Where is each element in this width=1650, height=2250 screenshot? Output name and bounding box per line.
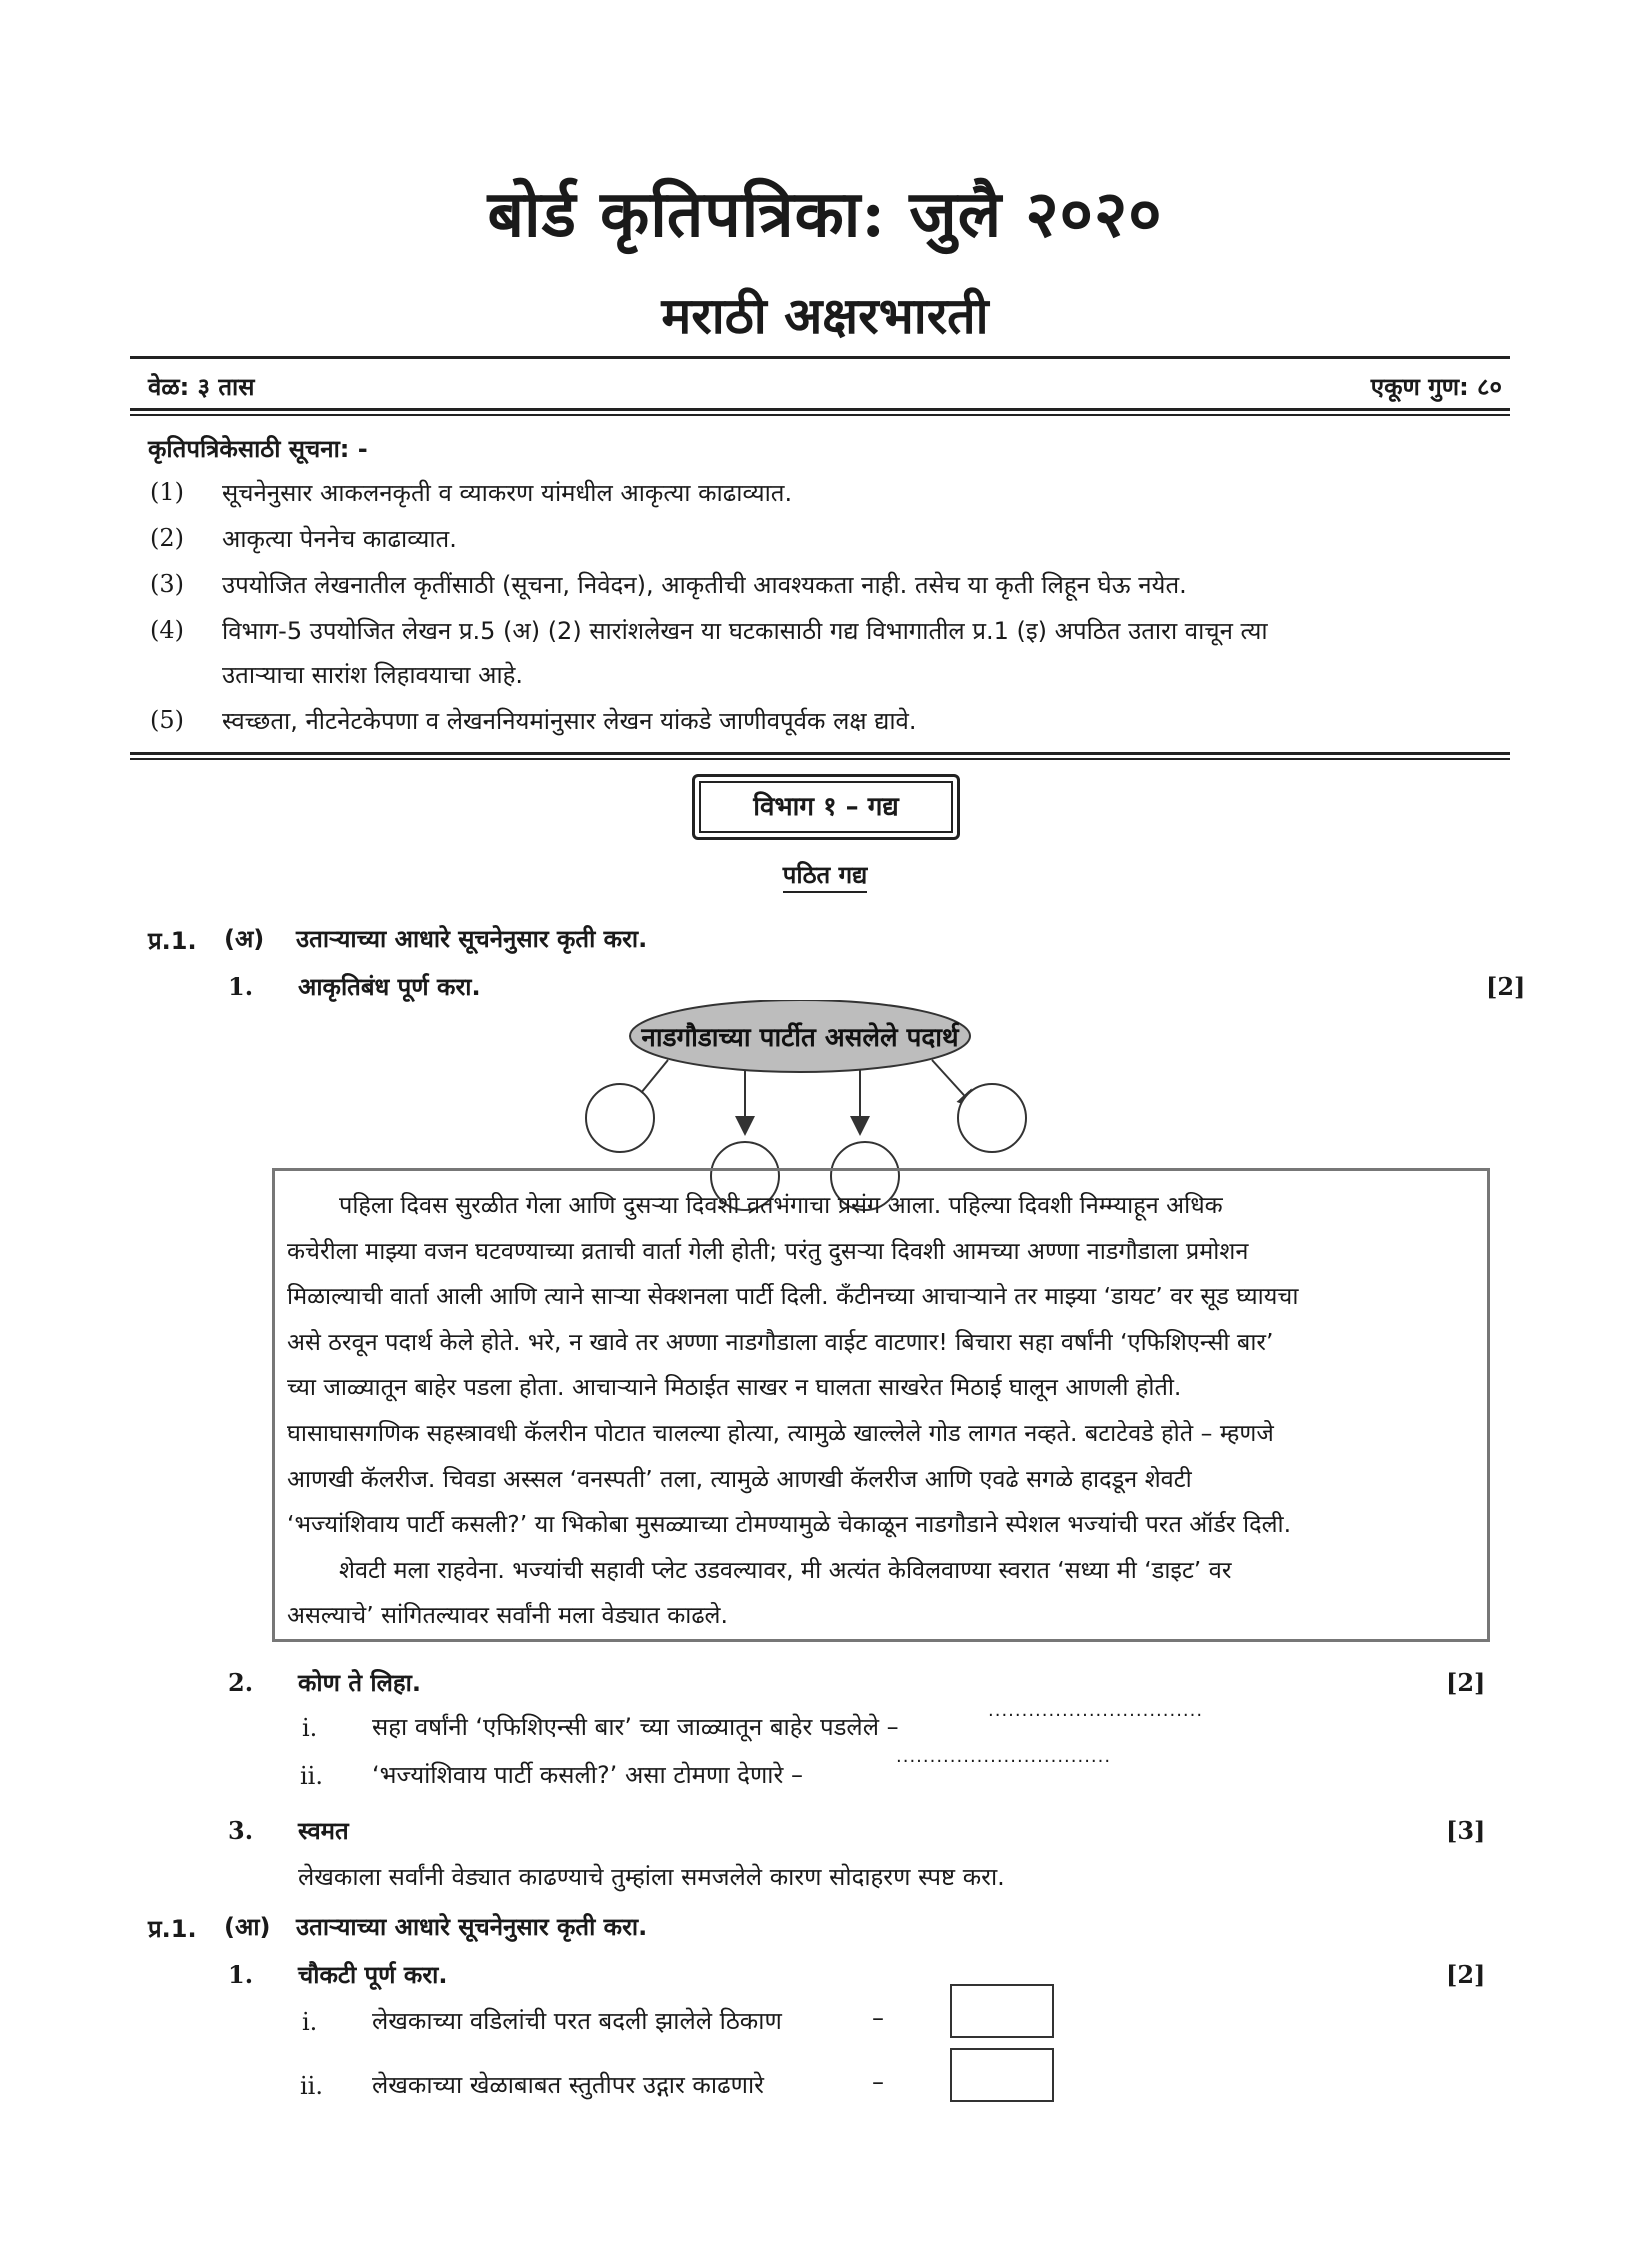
passage-line: मिळाल्याची वार्ता आली आणि त्याने साऱ्या सेक्शनला पार्टी दिली. कँटीनच्या आचाऱ्याने तर माझ्या ‘डायट’ वर सूड घ्यायचा	[287, 1282, 1299, 1311]
instructions-rule	[130, 752, 1510, 755]
item-number: ii.	[300, 2072, 323, 2100]
item-text: लेखकाच्या वडिलांची परत बदली झालेले ठिकाण	[372, 2007, 782, 2035]
item-number: i.	[302, 2008, 318, 2036]
total-marks-label: एकूण गुण: ८०	[1370, 373, 1502, 401]
instruction-num: (4)	[150, 616, 184, 644]
passage-line: घासाघासगणिक सहस्त्रावधी कॅलरीन पोटात चालल्या होत्या, त्यामुळे खाल्लेले गोड लागत नव्हते. बटाटेवडे होते – म्हणजे	[287, 1418, 1274, 1447]
instruction-text: विभाग-5 उपयोजित लेखन प्र.5 (अ) (2) सारांशलेखन या घटकासाठी गद्य विभागातील प्र.1 (इ) अपठित उतारा वाचून त्या	[222, 617, 1268, 645]
diagram-answer-circle	[586, 1084, 654, 1152]
item-number: ii.	[300, 1762, 323, 1790]
question-label: प्र.1.	[148, 927, 197, 955]
section-subheading: पठित गद्य	[0, 858, 1650, 891]
marks-label: [2]	[1486, 972, 1526, 1001]
subquestion-text: चौकटी पूर्ण करा.	[298, 1961, 448, 1989]
question-label: प्र.1.	[148, 1915, 197, 1943]
instruction-num: (2)	[150, 524, 184, 552]
passage-line: पहिला दिवस सुरळीत गेला आणि दुसऱ्या दिवशी व्रतभंगाचा प्रसंग आला. पहिल्या दिवशी निम्म्याहून अधिक	[339, 1191, 1223, 1219]
item-dash: –	[872, 2004, 884, 2032]
question-instruction: उताऱ्याच्या आधारे सूचनेनुसार कृती करा.	[296, 925, 648, 953]
instruction-text-continued: उताऱ्याचा सारांश लिहावयाचा आहे.	[222, 661, 524, 689]
item-text: लेखकाच्या खेळाबाबत स्तुतीपर उद्गार काढणारे	[372, 2071, 764, 2099]
question-part: (आ)	[224, 1913, 271, 1941]
instruction-text: स्वच्छता, नीटनेटकेपणा व लेखननियमांनुसार लेखन यांकडे जाणीवपूर्वक लक्ष द्यावे.	[222, 707, 917, 735]
instruction-text: उपयोजित लेखनातील कृतींसाठी (सूचना, निवेदन), आकृतीची आवश्यकता नाही. तसेच या कृती लिहून घेऊ नयेत.	[222, 571, 1187, 599]
subquestion-text: स्वमत	[298, 1817, 349, 1845]
answer-box[interactable]	[950, 1984, 1054, 2038]
answer-blank[interactable]: ................................	[988, 1700, 1204, 1721]
passage-line: ‘भज्यांशिवाय पार्टी कसली?’ या भिकोबा मुसळ्याच्या टोमण्यामुळे चेकाळून नाडगौडाने स्पेशल भज्यांची परत ऑर्डर दिली.	[287, 1510, 1292, 1539]
instruction-num: (5)	[150, 706, 184, 734]
instruction-text: आकृत्या पेननेच काढाव्यात.	[222, 525, 457, 553]
instructions-rule-2	[130, 758, 1510, 760]
subquestion-text: कोण ते लिहा.	[298, 1669, 421, 1697]
instruction-text: सूचनेनुसार आकलनकृती व व्याकरण यांमधील आकृत्या काढाव्यात.	[222, 479, 793, 507]
answer-box[interactable]	[950, 2048, 1054, 2102]
question-part: (अ)	[224, 925, 265, 953]
subquestion-text: आकृतिबंध पूर्ण करा.	[298, 973, 481, 1001]
instruction-num: (3)	[150, 570, 184, 598]
subquestion-number: 1.	[228, 1960, 254, 1989]
instruction-num: (1)	[150, 478, 184, 506]
passage-line: च्या जाळ्यातून बाहेर पडला होता. आचाऱ्याने मिठाईत साखर न घालता साखरेत मिठाई घालून आणली होती.	[287, 1373, 1182, 1402]
passage-line: शेवटी मला राहवेना. भज्यांची सहावी प्लेट उडवल्यावर, मी अत्यंत केविलवाण्या स्वरात ‘सध्या मी ‘डाइट’ वर	[339, 1555, 1232, 1584]
item-text: सहा वर्षांनी ‘एफिशिएन्सी बार’ च्या जाळ्यातून बाहेर पडलेले –	[372, 1713, 899, 1741]
diagram-answer-circle	[958, 1084, 1026, 1152]
paper-title: बोर्ड कृतिपत्रिका: जुलै २०२०	[487, 177, 1163, 252]
subquestion-number: 2.	[228, 1668, 254, 1697]
time-label: वेळ: ३ तास	[148, 373, 255, 401]
subquestion-number: 3.	[228, 1816, 254, 1845]
header-rule-mid-2	[130, 414, 1510, 416]
item-number: i.	[302, 1714, 318, 1742]
question-instruction: उताऱ्याच्या आधारे सूचनेनुसार कृती करा.	[296, 1913, 648, 1941]
item-text: ‘भज्यांशिवाय पार्टी कसली?’ असा टोमणा देणारे –	[372, 1761, 803, 1789]
section-title-box: विभाग १ – गद्य	[692, 774, 960, 840]
marks-label: [3]	[1446, 1816, 1486, 1845]
passage-box	[272, 1168, 1490, 1642]
diagram-center-text: नाडगौडाच्या पार्टीत असलेले पदार्थ	[641, 1023, 959, 1053]
header-rule-mid	[130, 408, 1510, 411]
passage-line: आणखी कॅलरीज. चिवडा अस्सल ‘वनस्पती’ तला, त्यामुळे आणखी कॅलरीज आणि एवढे सगळे हादडून शेवटी	[287, 1464, 1192, 1493]
instructions-heading: कृतिपत्रिकेसाठी सूचना: -	[148, 435, 368, 463]
marks-label: [2]	[1446, 1960, 1486, 1989]
subquestion-number: 1.	[228, 972, 254, 1001]
header-rule-top	[130, 356, 1510, 359]
passage-line: असे ठरवून पदार्थ केले होते. भरे, न खावे तर अण्णा नाडगौडाला वाईट वाटणार! बिचारा सहा वर्षांनी ‘एफिशिएन्सी बार’	[287, 1327, 1274, 1356]
item-dash: –	[872, 2068, 884, 2096]
subquestion-question: लेखकाला सर्वांनी वेड्यात काढण्याचे तुम्हांला समजलेले कारण सोदाहरण स्पष्ट करा.	[298, 1863, 1005, 1891]
marks-label: [2]	[1446, 1668, 1486, 1697]
subject-title: मराठी अक्षरभारती	[661, 286, 989, 345]
passage-line: कचेरीला माझ्या वजन घटवण्याच्या व्रताची वार्ता गेली होती; परंतु दुसऱ्या दिवशी आमच्या अण्णा नाडगौडाला प्रमोशन	[287, 1236, 1249, 1265]
answer-blank[interactable]: ................................	[896, 1746, 1112, 1767]
passage-line: असल्याचे’ सांगितल्यावर सर्वांनी मला वेड्यात काढले.	[287, 1601, 728, 1630]
